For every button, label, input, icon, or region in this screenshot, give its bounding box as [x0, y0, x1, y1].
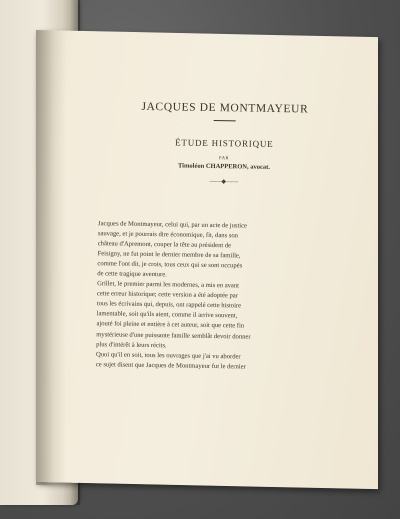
gutter-shadow	[36, 30, 66, 486]
text-line: ce sujet disent que Jacques de Montmayeur fut le dernier	[95, 360, 246, 371]
text-line: Jacques de Montmayeur, celui qui, par un acte de justice	[98, 220, 248, 230]
text-line: cette erreur historique; cette version a été adoptée par	[96, 290, 238, 300]
text-line: lamentable, soit qu'ils aient, comme il arrive souvent,	[96, 310, 238, 320]
paragraph-1	[87, 219, 286, 282]
page-content	[82, 100, 356, 374]
author-line: Timoléon CHAPPERON, avocat.	[177, 162, 271, 171]
body-text	[86, 219, 286, 373]
text-line: plus d'intérêt à leurs récits.	[96, 340, 167, 349]
text-line: ajouté foi pleine et entière à cet auteur, soit que cette fin	[96, 320, 245, 330]
page-subtitle: ÉTUDE HISTORIQUE	[175, 137, 274, 149]
title-rule	[214, 120, 236, 121]
text-line: Grillet, le premier parmi les modernes, a mis en avant	[97, 280, 240, 290]
ornament-divider: ——◆——	[209, 178, 239, 186]
text-line: comme l'ont dit, je crois, tous ceux qui se sont occupés	[97, 260, 243, 270]
page-title: JACQUES DE MONTMAYEUR	[141, 100, 309, 116]
text-line: Quoi qu'il en soit, tous les ouvrages que j'ai vu aborder	[95, 350, 241, 361]
text-line: de cette tragique aventure.	[97, 270, 167, 279]
text-line: château d'Apremont, couper la tête au président de	[97, 240, 232, 250]
paragraph-2	[86, 279, 285, 352]
text-line: Feisigny, ne fut point le dernier membre de sa famille,	[97, 250, 241, 260]
paragraph-3	[86, 350, 284, 373]
text-line: sauvage, et je pourrais dire économique, fit, dans son	[97, 230, 239, 240]
by-label: PAR	[218, 155, 230, 161]
text-line: mystérieuse d'une puissante famille semblât devoir donner	[96, 330, 251, 341]
text-line: tous les écrivains qui, depuis, ont rappelé cette histoire	[96, 300, 242, 310]
